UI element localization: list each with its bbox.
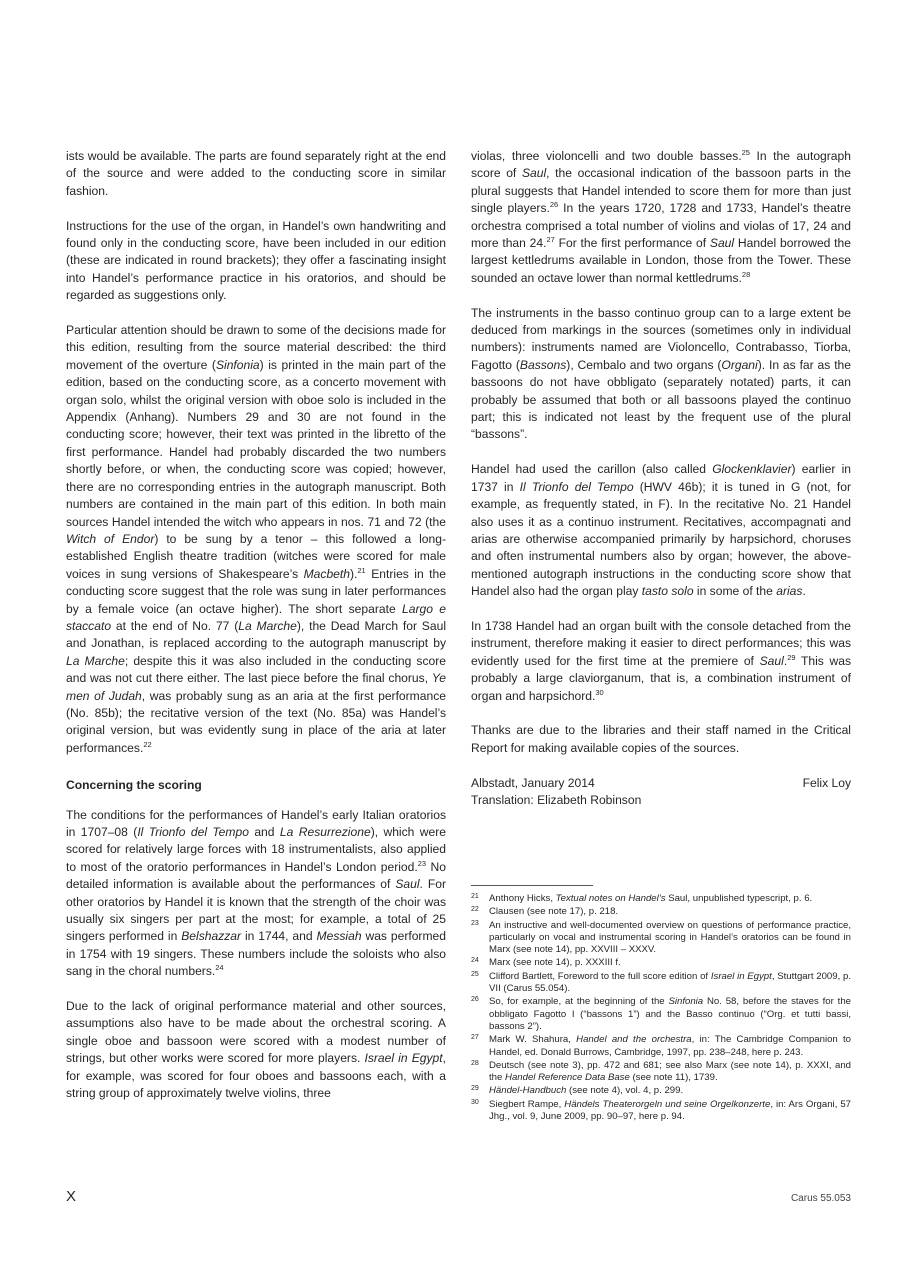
text-run: Due to the lack of original performance material and other sources, assumptions also have to be made about the orchestral scoring. A single oboe and bassoon were scored with a modest number of strings, but other works were scored for more players.	[66, 999, 446, 1066]
footnote-number: 24	[471, 957, 479, 965]
footnote-number: 22	[471, 906, 479, 914]
footnote-ref: 25	[741, 148, 750, 157]
footnote	[471, 996, 851, 1033]
footnote-run: Marx (see note 14), p. XXXIII f.	[489, 957, 621, 969]
left-column	[66, 148, 446, 1120]
footnote-run: Deutsch (see note 3), pp. 472 and 681; see also Marx (see note 14), p. XXXI, and the	[489, 1059, 851, 1084]
text-run: In the years 1720, 1728 and 1733, Handel’s theatre orchestra comprised a total number of violins and violas of 17, 24 and more than 24.	[471, 201, 851, 251]
place-date: Albstadt, January 2014	[471, 775, 595, 790]
footnote-text	[489, 1060, 851, 1085]
footnote-text	[489, 920, 851, 957]
footnote-ref: 26	[549, 200, 559, 210]
footnote-run: Saul, unpublished typescript, p. 6.	[665, 893, 813, 904]
footnote-ref: 27	[546, 235, 555, 245]
footnote-number: 23	[471, 919, 479, 927]
italic-term: tasto solo	[641, 584, 694, 599]
text-run: ), Cembalo and two organs (	[566, 357, 722, 372]
footnote-ref: 30	[595, 687, 604, 697]
italic-term: Glockenklavier	[712, 462, 792, 477]
italic-term: Saul	[521, 166, 547, 181]
text-run: violas, three violoncelli and two double basses.	[471, 149, 742, 163]
footnote-italic: Sinfonia	[668, 996, 704, 1008]
italic-term: Israel in Egypt	[364, 1051, 443, 1066]
footnote-text	[489, 957, 851, 969]
text-run: For the first performance of	[554, 236, 710, 251]
footnote-run: Clifford Bartlett, Foreword to the full score edition of	[489, 970, 711, 982]
text-run: Handel borrowed the largest kettledrums available in London, those from the Tower. These sounded an octave lower than normal kettledrums.	[471, 236, 851, 285]
italic-term: Sinfonia	[215, 357, 260, 372]
footnote-run: , Stuttgart 2009, p. VII (Carus 55.054).	[489, 970, 851, 995]
footnote-number: 30	[471, 1098, 479, 1106]
footnote-italic: Händels Theaterorgeln und seine Orgelkonzerte	[564, 1098, 771, 1110]
text-run: ), which were scored for relatively large forces with 18 instrumentalists, also applied to most of the oratorio performances in Handel’s London period.	[66, 825, 446, 874]
text-run: at the end of No. 77 (	[111, 618, 239, 633]
footnote-number: 28	[471, 1059, 479, 1067]
footnote-run: (see note 11), 1739.	[629, 1072, 718, 1084]
author-name: Felix Loy	[802, 775, 851, 790]
text-run: Entries in the conducting score suggest that the role was sung in later performances by a female voice (an octave higher). The short separate	[66, 566, 446, 616]
footnote-text	[489, 971, 851, 996]
footnote	[471, 957, 851, 969]
footnote-italic: Handel and the orchestra	[576, 1034, 692, 1046]
italic-term: La Marche	[238, 618, 297, 633]
text-run: Handel had used the carillon (also called	[471, 462, 713, 477]
text-run: The instruments in the basso continuo group can to a large extent be deduced from markings in the sources (sometimes only in individual numbers): instruments named are Violoncello, Contrabasso, Tiorba, Fagotto (	[471, 305, 851, 372]
italic-term: Ye men of Judah	[66, 671, 446, 703]
footnote-ref: 28	[741, 269, 751, 279]
footnote-number: 26	[471, 996, 479, 1004]
body-paragraph	[66, 807, 446, 981]
footnote	[471, 1085, 851, 1097]
footnote-ref: 29	[787, 652, 796, 662]
right-column	[471, 148, 851, 827]
footnote-ref: 24	[215, 963, 224, 973]
footnote	[471, 893, 851, 905]
footnote-ref: 22	[143, 739, 152, 749]
text-run: In the autograph score of	[471, 149, 851, 181]
footnote-run: , in: The Cambridge Companion to Handel, ed. Donald Burrows, Cambridge, 1997, pp. 238–248, here p. 243.	[489, 1034, 851, 1058]
italic-term: Organi	[721, 357, 758, 372]
text-run: ) to be sung by a tenor – this followed a long-established English theatre tradition (witches were scored for male voices in sung versions of Shakespeare’s	[66, 531, 446, 581]
translator-credit: Translation: Elizabeth Robinson	[471, 792, 642, 807]
italic-term: Saul	[759, 653, 784, 668]
italic-term: Saul	[395, 877, 420, 892]
footnote-ref: 23	[417, 858, 427, 868]
text-run: ) earlier in 1737 in	[471, 462, 851, 494]
signature-line	[471, 775, 851, 792]
text-run: No detailed information is available about the performances of	[66, 859, 446, 892]
italic-term: arias	[776, 584, 803, 599]
footnote-run: So, for example, at the beginning of the	[489, 996, 669, 1008]
text-run: , was probably sung as an aria at the first performance (No. 85b); the recitative version of the text (No. 85a) was Handel’s original version, but was evidently sung in place of the aria at later performances.	[66, 688, 446, 755]
text-run: , for example, was scored for four oboes and bassoons each, with a string group of approximately twelve violins, three	[66, 1051, 446, 1101]
text-run: .	[783, 653, 788, 668]
footnote-run: No. 58, before the staves for the obbligato Fagotto I (“bassons 1”) and the Basso continuo (“Org. et tutti bassi, bassons 2”).	[489, 996, 851, 1032]
italic-term: Messiah	[316, 929, 362, 944]
body-paragraph	[66, 322, 446, 757]
footnote-text	[489, 1099, 851, 1124]
footnote-italic: Israel in Egypt	[710, 970, 772, 982]
italic-term: Il Trionfo del Tempo	[519, 479, 634, 494]
footnote-italic: Händel-Handbuch	[489, 1085, 567, 1097]
italic-term: Macbeth	[303, 566, 350, 581]
section-heading: Concerning the scoring	[66, 778, 202, 793]
footnote	[471, 906, 851, 918]
footnote-text	[489, 996, 851, 1033]
footnote-ref: 21	[357, 565, 366, 575]
catalog-number: Carus 55.053	[790, 1193, 851, 1204]
footnote-text	[489, 1085, 851, 1097]
footnote-number: 25	[471, 970, 479, 978]
page-number: X	[66, 1188, 77, 1205]
footnote	[471, 971, 851, 996]
footnote-number: 29	[471, 1085, 479, 1093]
italic-term: Saul	[709, 236, 735, 251]
body-paragraph: ists would be available. The parts are found separately right at the end of the source and were added to the conducting score in similar fashion.	[66, 149, 446, 198]
footnote-number: 27	[471, 1034, 479, 1042]
footnote-run: An instructive and well-documented overview on questions of performance practice, particularly on vocal and instrumental scoring in Handel’s oratorios can be found in Marx (see note 14), pp. XXVIII – XXXV.	[489, 919, 851, 956]
body-paragraph	[471, 305, 851, 444]
footnote	[471, 920, 851, 957]
footnote-run: Mark W. Shahura,	[489, 1034, 577, 1046]
footnote-number: 21	[471, 893, 479, 900]
footnote-run: Siegbert Rampe,	[489, 1098, 565, 1110]
footnote-text	[489, 906, 851, 918]
footnotes	[471, 893, 851, 1124]
italic-term: Il Trionfo del Tempo	[137, 825, 249, 839]
body-paragraph	[471, 148, 851, 287]
footnote-run: (see note 4), vol. 4, p. 299.	[566, 1085, 684, 1097]
body-paragraph	[471, 618, 851, 705]
footnote	[471, 1034, 851, 1059]
text-run: ). In as far as the bassoons do not have obbligato (separately notated) parts, it can probably be assumed that both or all bassoons played the continuo part; this is indicated not least by the frequent use of the plural “bassons”.	[471, 357, 852, 442]
text-run: in 1744, and	[241, 929, 317, 944]
text-run: The conditions for the performances of Handel’s early Italian oratorios in 1707–08 (	[66, 807, 446, 839]
text-run: ) is printed in the main part of the edition, based on the conducting score, as a concerto movement with organ solo, whilst the original version with oboe solo is included in the Appendix (Anhang). Numbers 29 and 30 are not found in the conducting score; however, their text was printed in the libretto of the first performance. Handel had probably discarded the two numbers shortly before, or when, the conducting score was copied; however, there are no corresponding entries in the autograph manuscript. Both numbers are contained in the main part of this edition. In both main sources Handel intended the witch who appears in nos. 71 and 72 (the	[66, 357, 446, 529]
footnote-divider	[471, 885, 593, 886]
text-run: ), the Dead March for Saul and Jonathan, is replaced according to the autograph manuscript by	[66, 618, 447, 651]
body-paragraph: Thanks are due to the libraries and their staff named in the Critical Report for making available copies of the sources.	[471, 723, 851, 755]
body-paragraph	[471, 461, 851, 600]
italic-term: Belshazzar	[181, 929, 242, 944]
text-run: .	[802, 584, 806, 599]
body-paragraph: Instructions for the use of the organ, in Handel’s own handwriting and found only in the conducting score, have been included in our edition (these are indicated in round brackets); they offer a fascinating insight into Handel’s performance practice in his oratorios, and should be regarded as suggestions only.	[66, 218, 446, 303]
text-run: (HWV 46b); it is tuned in G (not, for example, as frequently stated, in F). In the recitative No. 21 Handel also uses it as a continuo instrument. Recitatives, accompagnati and arias are otherwise accompanied primarily by harpsichord, choruses and often instrumental numbers also by organ; however, the above-mentioned autograph instructions in the conducting score show that Handel also had the organ play	[471, 479, 851, 599]
body-paragraph	[66, 998, 446, 1102]
footnote-italic: Textual notes on Handel’s	[555, 893, 666, 904]
footnote-text	[489, 1034, 851, 1059]
footnote-run: Clausen (see note 17), p. 218.	[489, 906, 619, 918]
text-run: This was probably a large claviorganum, that is, a combination instrument of organ and harpsichord.	[471, 653, 852, 703]
text-run: was performed in 1754 with 19 singers. These numbers include the soloists who also sang in the choral numbers.	[66, 929, 446, 979]
footnote-italic: Handel Reference Data Base	[505, 1072, 630, 1084]
italic-term: La Resurrezione	[279, 825, 371, 839]
footnote	[471, 1099, 851, 1124]
italic-term: Witch of Endor	[66, 531, 155, 546]
footnote-run: , in: Ars Organi, 57 Jhg., vol. 9, June 2009, pp. 90–97, here p. 94.	[489, 1098, 852, 1123]
italic-term: Bassons	[519, 357, 567, 372]
text-run: , the occasional indication of the bassoon parts in the plural suggests that Handel intended to score them for more than just single players.	[471, 166, 851, 216]
footnote-run: Anthony Hicks,	[489, 893, 556, 904]
footnote-text	[489, 893, 851, 905]
text-run: ).	[350, 566, 358, 581]
text-run: . For other oratorios by Handel it is known that the strength of the choir was usually six singers per part at the most; for example, a total of 25 singers performed in	[66, 877, 446, 944]
text-run: Particular attention should be drawn to some of the decisions made for this edition, resulting from the source material described: the third movement of the overture (	[66, 323, 446, 372]
text-run: and	[248, 825, 280, 839]
text-run: In 1738 Handel had an organ built with the console detached from the instrument, therefore making it easier to direct performances; this was evidently used for the first time at the premiere of	[471, 618, 851, 668]
text-run: ; despite this it was also included in the conducting score and was not cut there either. The last piece before the final chorus,	[66, 653, 446, 686]
italic-term: La Marche	[66, 653, 125, 668]
italic-term: Largo e staccato	[66, 601, 446, 633]
footnote	[471, 1060, 851, 1085]
text-run: in some of the	[693, 584, 777, 599]
